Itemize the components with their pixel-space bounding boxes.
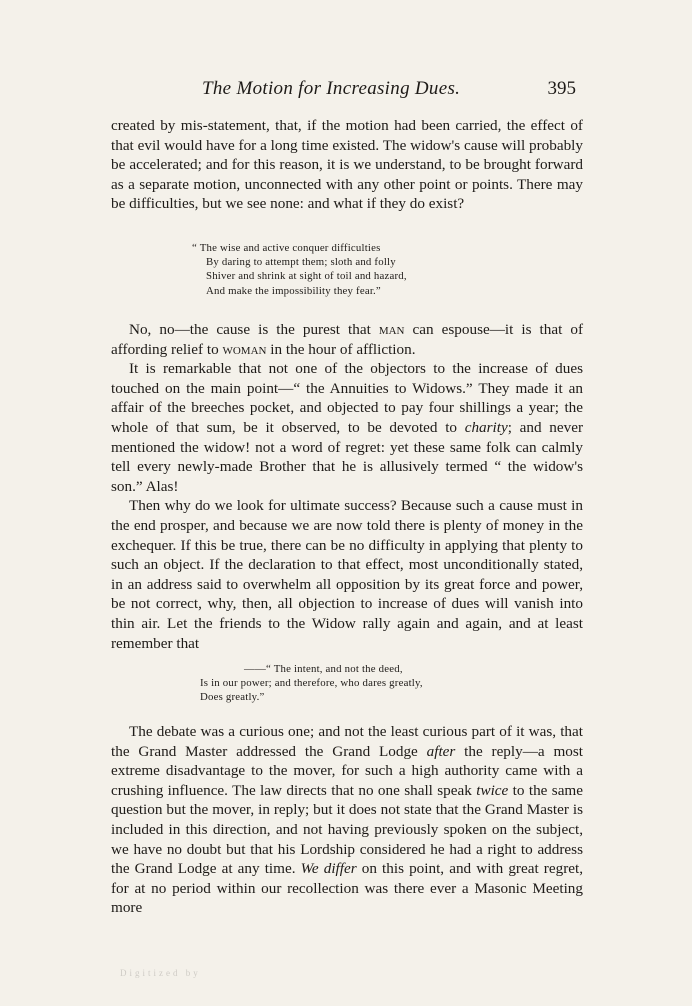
small-caps-woman: woman <box>222 340 267 358</box>
paragraph-objectors <box>111 359 583 496</box>
body-paragraphs <box>111 320 583 653</box>
text-run: It is remarkable that not one of the objectors to the increase of dues touched on the main point—“ the Annuities to Widows.” They made it an affair of the breeches pocket, and objected to pay four shillings a year; the whole of that sum, be it observed, to be devoted to <box>111 360 583 436</box>
faint-watermark: Digitized by <box>120 968 201 978</box>
italic-we-differ: We differ <box>300 860 357 878</box>
text-run: to the same question but the mover, in reply; but it does not state that the Grand Master is included in this direction, and not having previously spoken on the subject, we have no doubt but that his Lordship considered he had a right to address the Grand Lodge at any time. <box>111 781 583 878</box>
paragraph-debate <box>111 722 583 918</box>
verse-line: “ The wise and active conquer difficulties <box>192 242 381 254</box>
running-title: The Motion for Increasing Dues. <box>202 78 461 99</box>
paragraph-text: created by mis-statement, that, if the motion had been carried, the effect of that evil would have for a long time existed. The widow's cause will probably be accelerated; and for this reason, it is we understand, to be brought forward as a separate motion, unconnected with any other point or points. There may be difficulties, but we see none: and what if they do exist? <box>111 117 583 213</box>
page-number: 395 <box>547 78 576 99</box>
verse-line: And make the impossibility they fear.” <box>206 284 381 297</box>
verse-line: Shiver and shrink at sight of toil and hazard, <box>206 270 407 283</box>
italic-twice: twice <box>476 781 509 799</box>
verse-line: Does greatly.” <box>200 691 265 704</box>
italic-charity: charity <box>464 418 508 436</box>
verse-line: By daring to attempt them; sloth and folly <box>206 256 396 269</box>
italic-after: after <box>426 742 456 760</box>
text-run: The debate was a curious one; and not the least curious part of it was, that the Grand Master addressed the Grand Lodge <box>111 723 583 760</box>
text-run: the reply—a most extreme disadvantage to the mover, for such a high authority came with a crushing influence. The law directs that no one shall speak <box>111 742 583 799</box>
verse-quote-2 <box>200 662 423 705</box>
text-run: in the hour of affliction. <box>266 340 416 358</box>
verse-line: Is in our power; and therefore, who dares greatly, <box>200 677 423 690</box>
text-run: can espouse—it is that of affording relief to <box>111 321 584 358</box>
paragraph-man-woman <box>111 320 583 359</box>
text-run: on this point, and with great regret, for at no period within our recollection was there ever a Masonic Meeting more <box>111 860 584 917</box>
verse-quote-1 <box>192 241 407 298</box>
small-caps-man: man <box>378 321 405 338</box>
verse-line: ——“ The intent, and not the deed, <box>244 663 403 675</box>
paragraph-continuation <box>111 116 583 214</box>
paragraph-debate-block <box>111 722 583 918</box>
text-run: No, no—the cause is the purest that <box>129 321 379 338</box>
text-run: ; and never mentioned the widow! not a word of regret: yet these same folk can calmly tell every newly-made Brother that he is allusively termed “ the widow's son.” Alas! <box>111 418 584 495</box>
paragraph-success: Then why do we look for ultimate success? Because such a cause must in the end prosper, and because we are now told there is plenty of money in the exchequer. If this be true, there can be no difficulty in applying that plenty to such an object. If the declaration to that effect, most unconditionally stated, in an address said to overwhelm all opposition by its great force and power, be not correct, why, then, all objection to increase of dues will vanish into thin air. Let the friends to the Widow rally again and again, and at least remember that <box>111 497 583 652</box>
page-header <box>110 78 580 102</box>
